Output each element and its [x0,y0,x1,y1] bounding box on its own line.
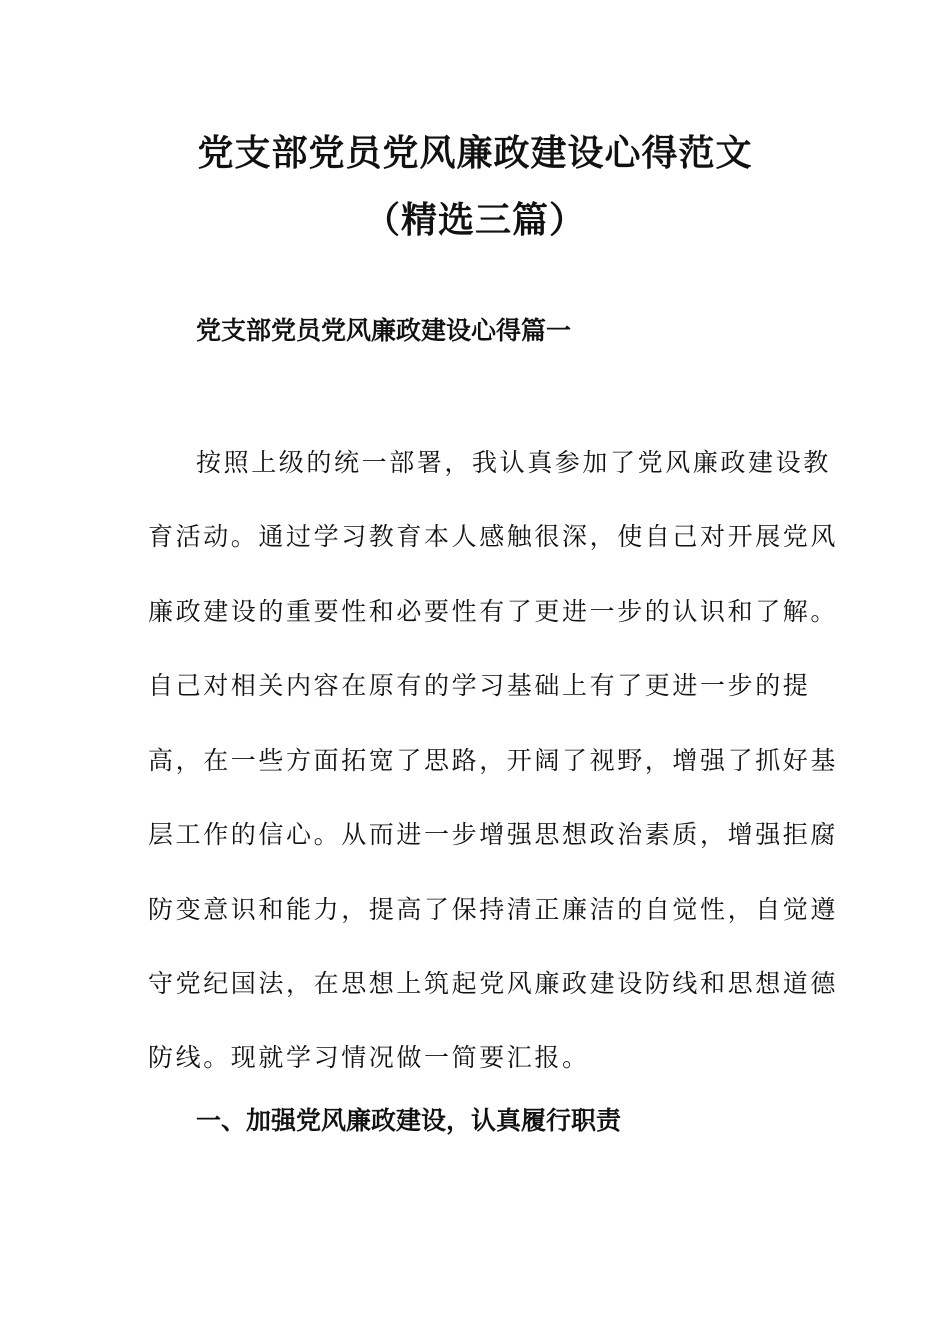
document-subtitle: （精选三篇） [363,199,586,241]
paragraph-line: 守党纪国法，在思想上筑起党风廉政建设防线和思想道德 [148,969,839,998]
subheading: 一、加强党风廉政建设，认真履行职责 [196,1106,622,1135]
paragraph-line: 层工作的信心。从而进一步增强思想政治素质，增强拒腐 [148,820,839,849]
paragraph-line: 育活动。通过学习教育本人感触很深，使自己对开展党风 [148,522,839,551]
paragraph-line: 自己对相关内容在原有的学习基础上有了更进一步的提 [148,671,811,700]
paragraph-line: 廉政建设的重要性和必要性有了更进一步的认识和了解。 [148,597,839,626]
document-title: 党支部党员党风廉政建设心得范文 [197,132,753,174]
paragraph-line: 高，在一些方面拓宽了思路，开阔了视野，增强了抓好基 [148,746,839,775]
paragraph-line: 防线。现就学习情况做一简要汇报。 [148,1043,590,1072]
section-heading: 党支部党员党风廉政建设心得篇一 [196,316,572,345]
paragraph-line: 防变意识和能力，提高了保持清正廉洁的自觉性，自觉遵 [148,895,839,924]
paragraph-line: 按照上级的统一部署，我认真参加了党风廉政建设教 [196,448,831,477]
